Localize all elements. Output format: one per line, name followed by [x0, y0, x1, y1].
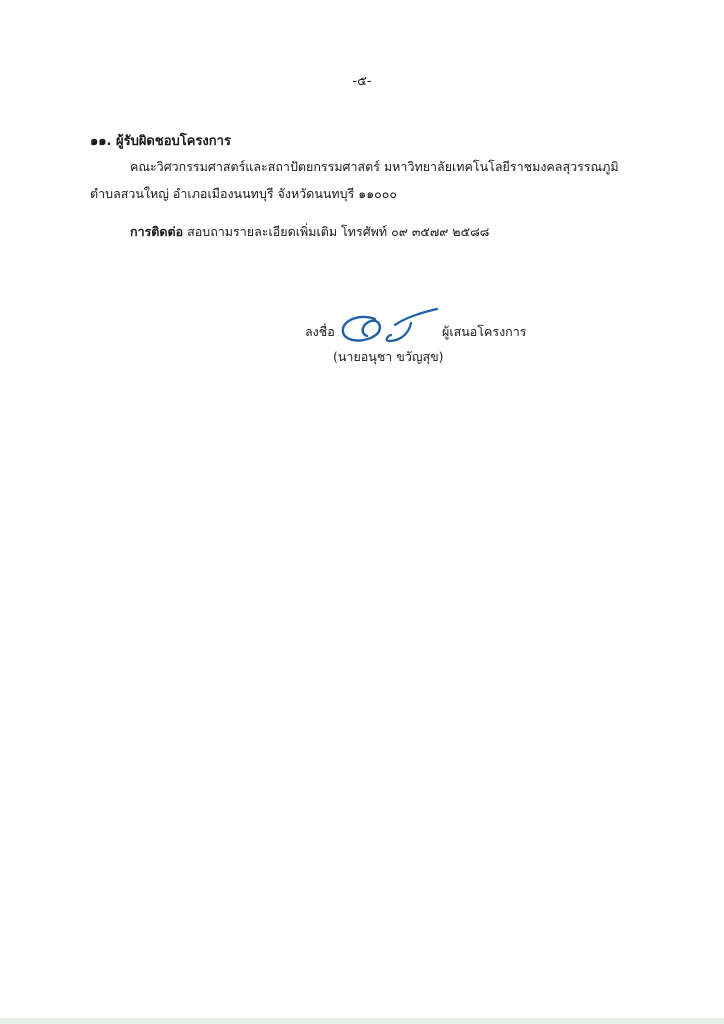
- page-number: -๕-: [352, 74, 372, 89]
- sign-label: ลงชื่อ: [305, 324, 335, 339]
- contact-label: การติดต่อ: [130, 224, 184, 239]
- address-line: ตำบลสวนใหญ่ อำเภอเมืองนนทบุรี จังหวัดนนทบุรี ๑๑๐๐๐: [90, 186, 398, 201]
- handwritten-signature: [337, 305, 447, 347]
- contact-text: สอบถามรายละเอียดเพิ่มเติม โทรศัพท์ ๐๙ ๓๕๗๙ ๒๕๘๘: [183, 224, 490, 239]
- signature-row: [305, 305, 565, 345]
- scan-edge: [0, 1018, 724, 1024]
- section-title: ๑๑. ผู้รับผิดชอบโครงการ: [90, 134, 231, 149]
- signer-role: ผู้เสนอโครงการ: [442, 324, 527, 339]
- contact-line: [130, 222, 489, 242]
- signer-name: (นายอนุชา ขวัญสุข): [333, 349, 444, 364]
- organization-line: คณะวิศวกรรมศาสตร์และสถาปัตยกรรมศาสตร์ มหาวิทยาลัยเทคโนโลยีราชมงคลสุวรรณภูมิ: [130, 159, 619, 174]
